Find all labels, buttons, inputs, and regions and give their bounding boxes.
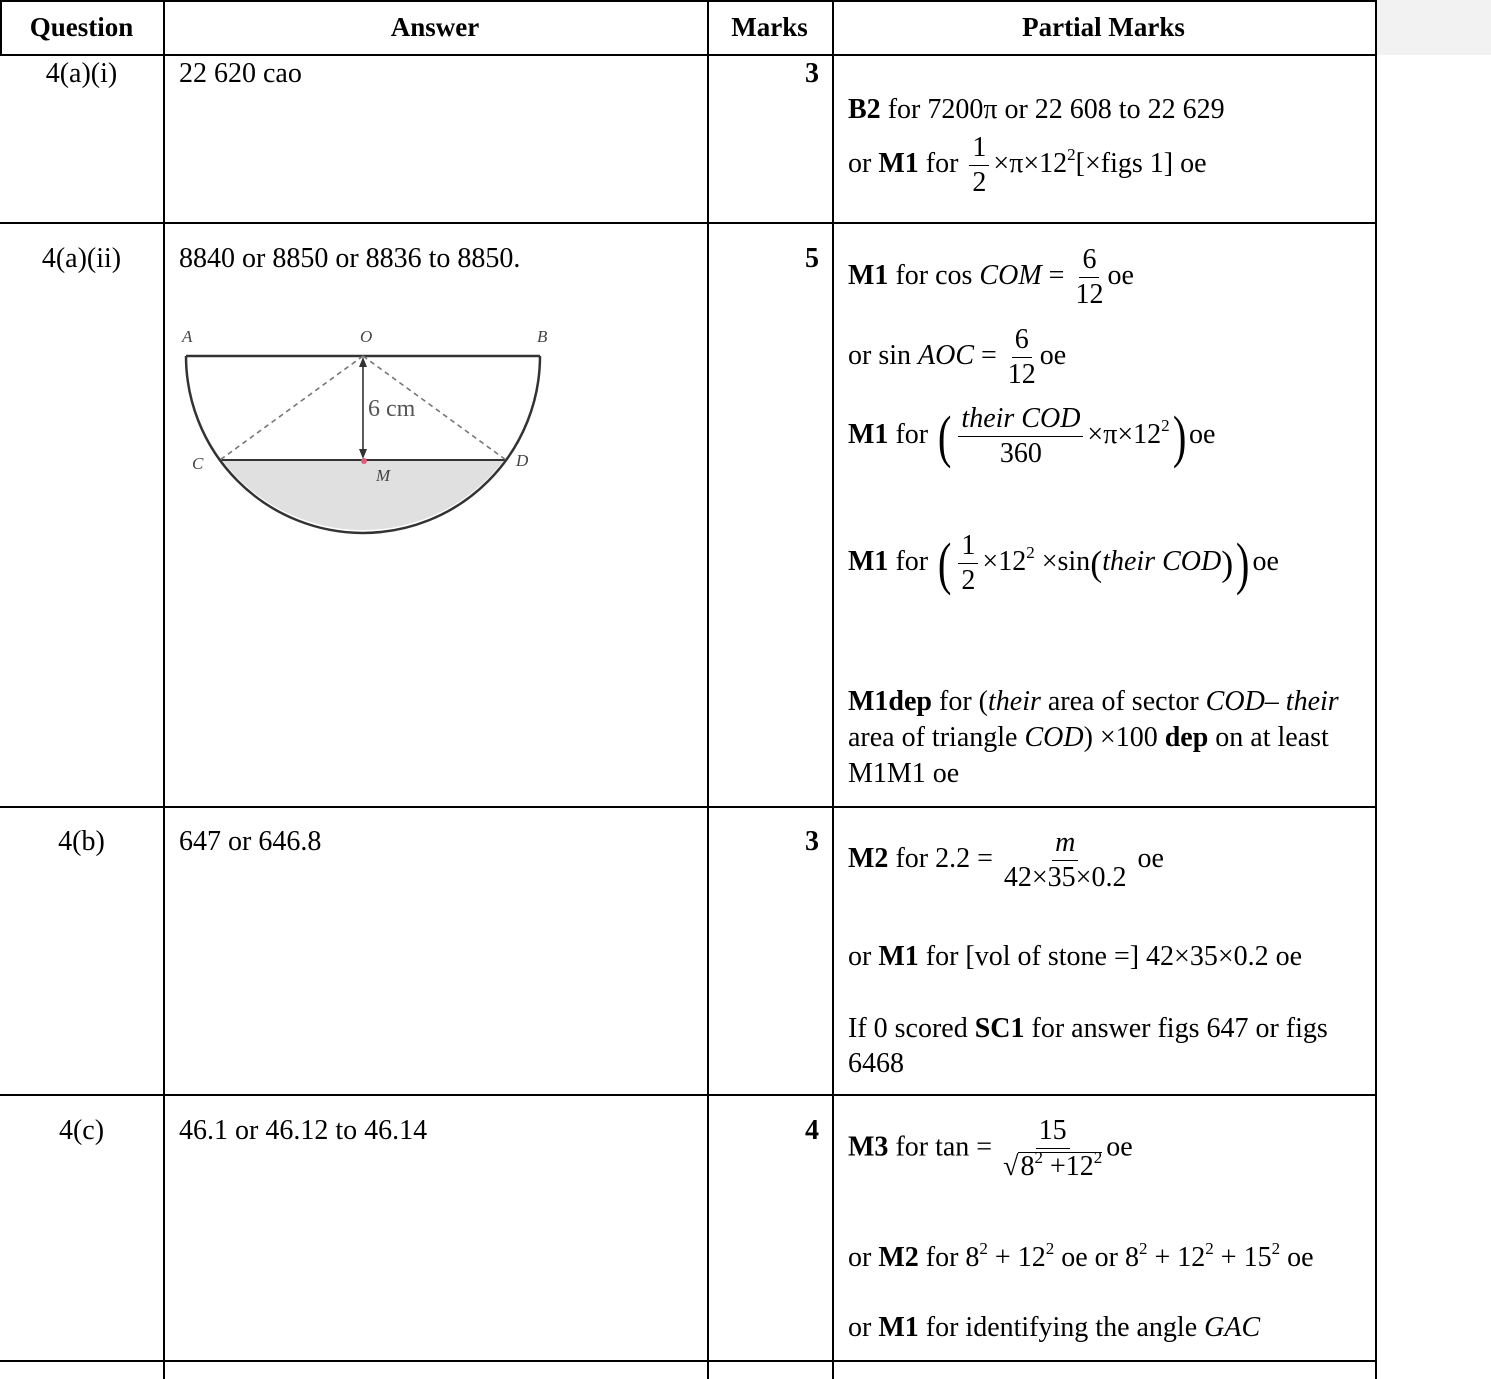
header-margin-fill — [1376, 0, 1491, 55]
answer-text: 46.1 or 46.12 to 46.14 — [179, 1115, 428, 1146]
question-number: 4(b) — [58, 826, 105, 857]
partial-marks-line: M1dep for (their area of sector COD– their area of triangle COD) ×100 dep on at least M1M1 oe — [848, 686, 1339, 789]
fraction-6-12: $\frac{6}{12}$ — [1075, 244, 1104, 310]
marks-value: 3 — [805, 826, 819, 857]
fraction-half: $\frac{1}{2}$ — [958, 532, 978, 595]
partial-marks-line: or M1 for $\frac{1}{2}$ $\times\pi\times 12^2[\times figs$ 1] oe — [848, 132, 1207, 198]
fraction-half: $\frac{1}{2}$ — [969, 134, 989, 197]
semicircle-diagram — [176, 315, 556, 545]
label-a: A — [182, 327, 193, 346]
arrow-down-icon — [359, 449, 367, 459]
label-m: M — [376, 466, 391, 485]
partial-marks-line: M3 for tan = $\frac{15}{√8^2 +12^2}$ oe — [848, 1115, 1133, 1182]
header-question: Question — [29, 11, 134, 42]
partial-marks-line: M2 for 2.2 = $\frac{m}{42\times 35\times 0.2}$ oe — [848, 827, 1164, 893]
partial-marks-line: M1 for ( $\frac{\text{their COD}}{360}$ $\times\pi\times 12^2$) oe — [848, 403, 1216, 469]
fraction-6-12: $\frac{6}{12}$ — [1007, 324, 1036, 390]
question-number: 4(a)(ii) — [41, 243, 122, 274]
answer-text: 22 620 cao — [179, 58, 302, 89]
fraction-15-sqrt: $\frac{15}{√8^2 +12^2}$ — [1003, 1115, 1103, 1182]
header-marks: Marks — [731, 11, 808, 42]
label-d: D — [516, 451, 529, 470]
marks-value: 3 — [805, 58, 819, 89]
marks-value: 5 — [805, 243, 819, 274]
dashed-oc — [220, 356, 363, 460]
partial-marks-line: B2 for 7200π or 22 608 to 22 629 — [848, 94, 1225, 125]
question-number: 4(a)(i) — [45, 58, 118, 89]
partial-marks-line: If 0 scored SC1 for answer figs 647 or figs 6468 — [848, 1013, 1328, 1079]
marks-value: 4 — [805, 1115, 819, 1146]
answer-text: 647 or 646.8 — [179, 826, 322, 857]
question-number: 4(c) — [58, 1115, 105, 1146]
label-c: C — [192, 454, 204, 473]
answer-text: 8840 or 8850 or 8836 to 8850. — [179, 243, 521, 274]
fraction-their-cod: $\frac{\text{their COD}}{360}$ — [958, 405, 1083, 468]
partial-marks-line: M1 for ( $\frac{1}{2}$ $\times 12^2$ ×sin(their COD)) oe — [848, 530, 1279, 596]
label-b: B — [537, 327, 548, 346]
partial-marks-line: or sin AOC = $\frac{6}{12}$ oe — [848, 324, 1067, 390]
label-length: 6 cm — [368, 396, 416, 422]
semicircle-segment-shading — [222, 460, 504, 530]
label-o: O — [360, 327, 373, 346]
partial-marks-line: or M1 for [vol of stone =] 42×35×0.2 oe — [848, 941, 1303, 972]
partial-marks-line: or M1 for identifying the angle GAC — [848, 1312, 1261, 1343]
partial-marks-line: or M2 for $8^2 + 12^2$ oe or $8^2 + 12^2 + 15^2$ oe — [848, 1239, 1314, 1273]
fraction-m: $\frac{m}{42\times 35\times 0.2}$ — [1003, 827, 1127, 893]
partial-marks-line: M1 for cos COM = $\frac{6}{12}$ oe — [848, 244, 1134, 310]
header-answer: Answer — [390, 11, 480, 42]
header-partial-marks: Partial Marks — [1022, 11, 1185, 42]
point-m — [361, 458, 367, 464]
